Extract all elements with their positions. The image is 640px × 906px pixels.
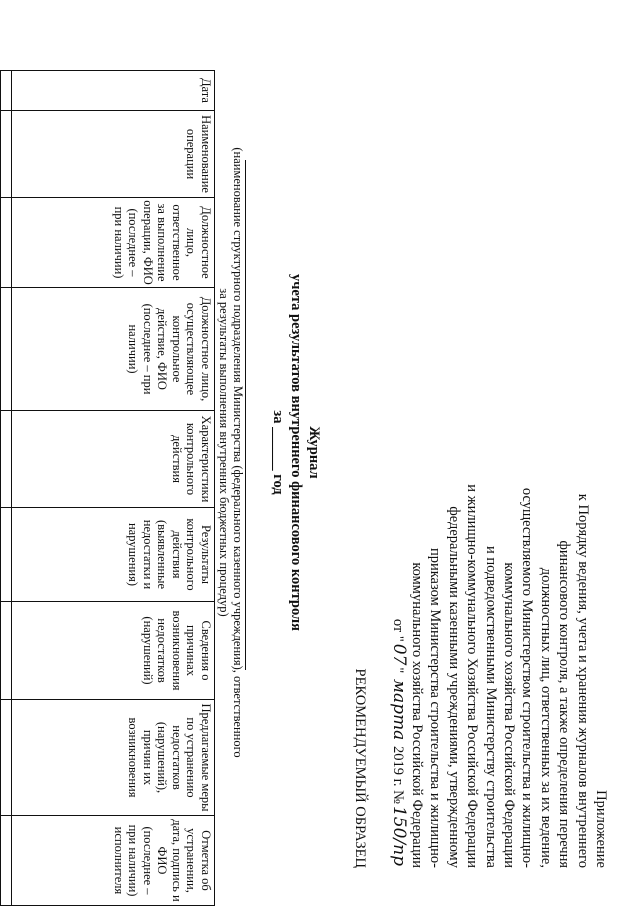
appendix-date-line (388, 0, 407, 868)
journal-year-line (269, 0, 286, 905)
journal-table (0, 70, 215, 906)
table-cell[interactable] (1, 816, 12, 906)
header-date: Дата (12, 71, 215, 111)
handwritten-month: марта (388, 678, 409, 741)
journal-title: Журнал (306, 426, 322, 479)
journal-subtitle: учета результатов внутреннего финансового контроля (288, 273, 304, 632)
table-cell[interactable] (1, 111, 12, 198)
table-cell[interactable] (1, 71, 12, 111)
appendix-line-1: к Порядку ведения, учета и хранения журналов внутреннего (574, 493, 591, 868)
appendix-line-10: коммунального хозяйства Российской Федерации (408, 562, 425, 868)
handwritten-order-number: 150/пр (388, 805, 409, 866)
appendix-line-3: должностных лиц, ответственных за их ведение, (537, 567, 554, 868)
table-row (1, 71, 12, 906)
appendix-line-4: осуществляемого Министерством строительства и жилищно- (519, 487, 536, 868)
table-cell[interactable] (1, 198, 12, 288)
year-blank: за ______ (270, 410, 286, 471)
table-cell[interactable] (1, 288, 12, 411)
table-cell[interactable] (1, 508, 12, 602)
year-word: год (270, 474, 286, 495)
header-elimination-mark: Отметка об устранении, дата, подпись и ФИО (последнее – при наличии) исполнителя (12, 816, 215, 906)
appendix-line-9: приказом Министерства строительства и жилищно- (427, 547, 444, 868)
table-header-row (12, 71, 215, 906)
header-controlling-person: Должностное лицо, осуществляющее контрольное действие, ФИО (последнее – при наличии) (12, 288, 215, 411)
appendix-line-6: и подведомственными Министерству строительства (482, 545, 499, 868)
header-control-results: Результаты контрольного действия (выявленные недостатки и нарушения) (12, 508, 215, 602)
table-cell[interactable] (1, 700, 12, 816)
header-proposed-measures: Предлагаемые меры по устранению недостатков (нарушений), причин их возникновения (12, 700, 215, 816)
header-responsible-person: Должностное лицо, ответственное за выполнение операции, ФИО (последнее – при наличии) (12, 198, 215, 288)
unit-name-line (245, 160, 246, 670)
table-cell[interactable] (1, 602, 12, 700)
appendix-block (388, 0, 610, 868)
table-cell[interactable] (1, 411, 12, 508)
date-mid: " (389, 667, 406, 677)
handwritten-day: 07 (388, 643, 409, 666)
header-causes: Сведения о причинах возникновения недостатков (нарушений) (12, 602, 215, 700)
unit-caption-line-1: (наименование структурного подразделения Министерства (федерального казенного учреждения), ответственного (231, 147, 245, 758)
appendix-line-5: коммунального хозяйства Российской Федерации (500, 562, 517, 868)
header-operation-name: Наименование операции (12, 111, 215, 198)
recommended-sample-label: РЕКОМЕНДУЕМЫЙ ОБРАЗЕЦ (352, 668, 368, 868)
appendix-line-7: и жилищно-коммунального Хозяйства Российской Федерации (464, 484, 481, 868)
appendix-title: Приложение (593, 790, 609, 868)
header-control-characteristics: Характеристики контрольного действия (12, 411, 215, 508)
date-year: 2019 г. № (389, 742, 406, 804)
appendix-line-2: финансового контроля, а также определения перечня (556, 540, 573, 868)
date-prefix: от " (389, 618, 406, 642)
appendix-line-8: федеральными казенными учреждениями, утвержденному (445, 506, 462, 868)
unit-caption-line-2: за результаты выполнения внутренних бюджетных процедур) (217, 288, 231, 617)
